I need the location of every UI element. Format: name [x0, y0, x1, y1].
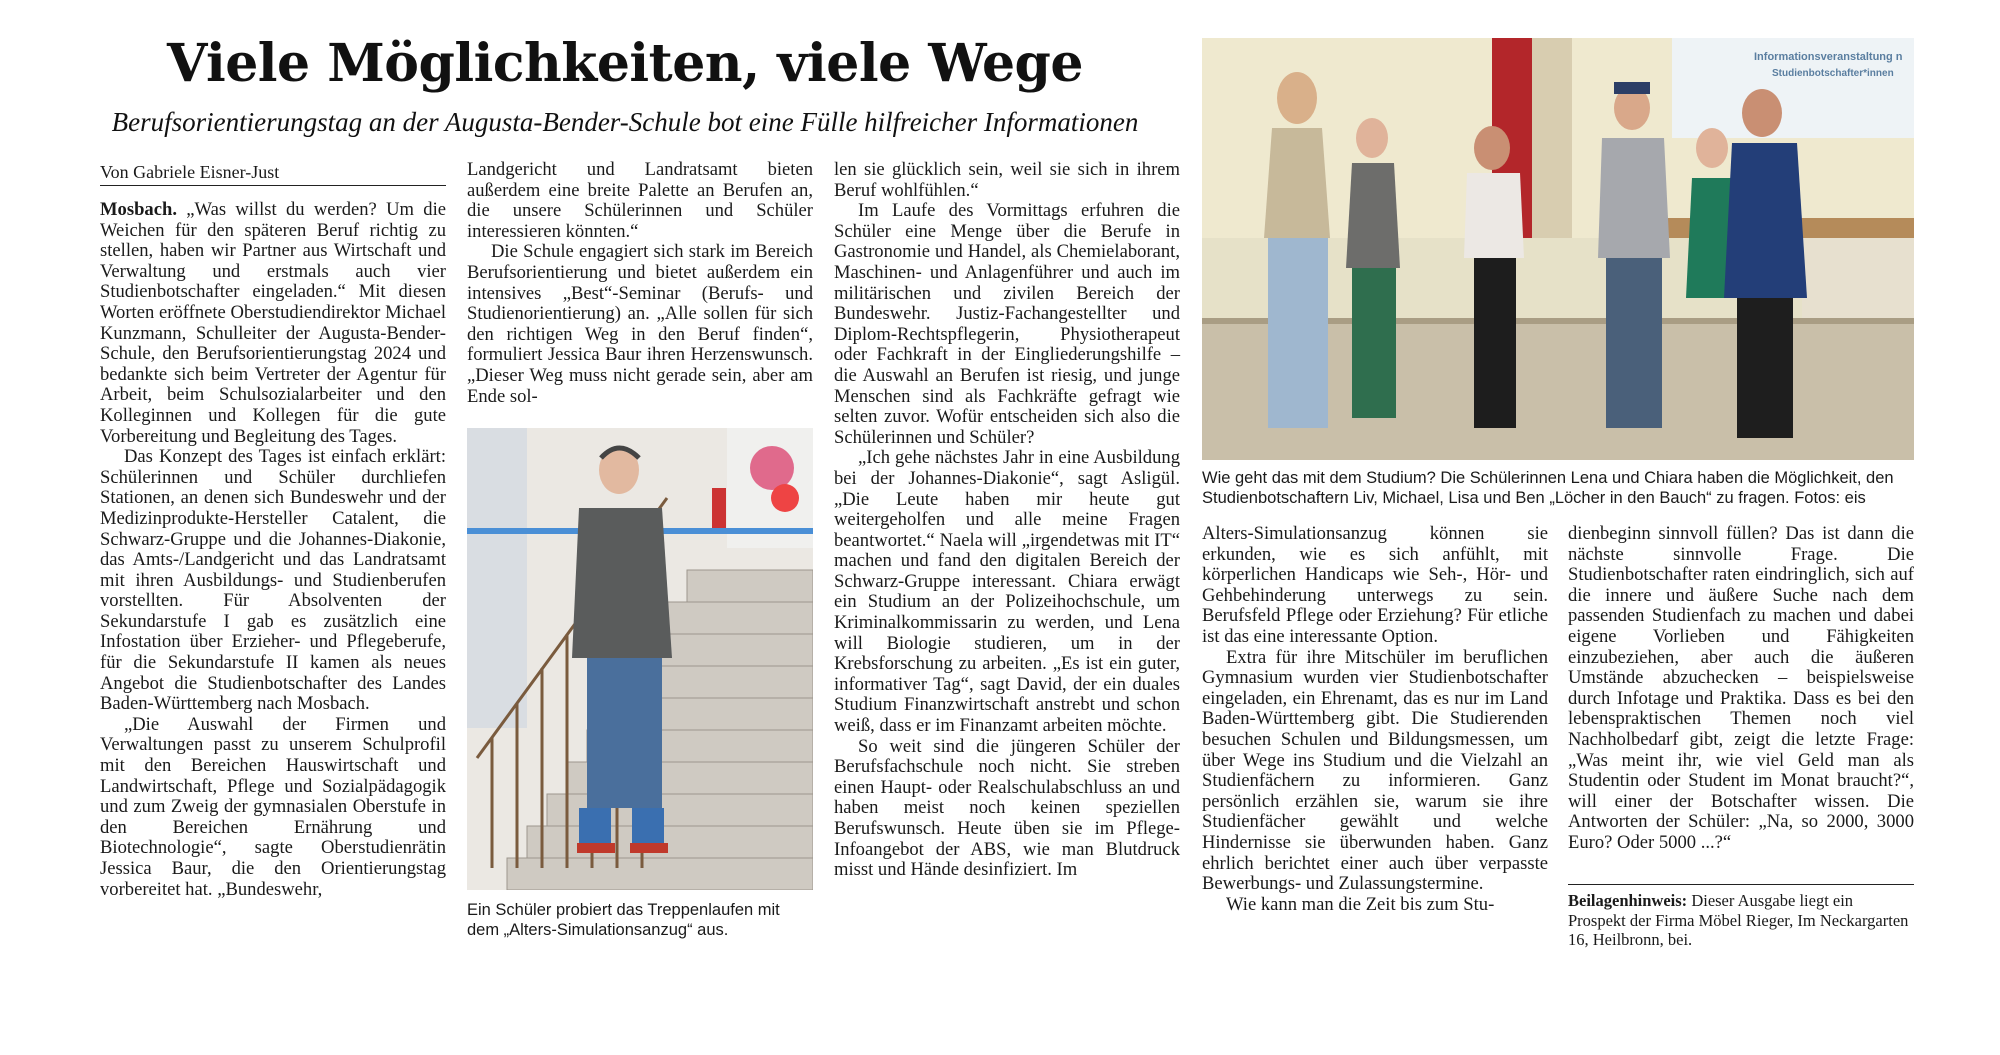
paragraph: „Die Auswahl der Firmen und Verwaltungen passt zu unserem Schulprofil mit den Bereichen Hauswirtschaft und Landwirtschaft, Pflege und Sozialpädagogik und zum Zweig der gymnasialen Oberstufe in den Bereichen Ernährung und Biotechnologie“, sagte Oberstudienrätin Jessica Baur, die den Orientierungstag vorbereitet hat. „Bundeswehr, [100, 713, 446, 900]
photo-stairs [467, 428, 813, 890]
text-column-4 [1202, 524, 1548, 915]
caption-group: Wie geht das mit dem Studium? Die Schülerinnen Lena und Chiara haben die Möglichkeit, den Studienbotschaftern Liv, Michael, Lisa und Ben „Löcher in den Bauch“ zu fragen. Fotos: eis [1202, 469, 1894, 507]
paragraph: „Ich gehe nächstes Jahr in eine Ausbildung bei der Johannes-Diakonie“, sagt Asligül. „Die Leute haben mir heute gut weitergeholfen und alle meine Fragen beantwortet.“ Naela will „irgendetwas mit IT“ machen und fand den digitalen Bereich der Schwarz-Gruppe interessant. Chiara erwägt ein Studium an der Polizeihochschule, um Kriminalkommissarin zu werden, und Lena will Biologie studieren, um in der Krebsforschung zu arbeiten. „Es ist ein guter, informativer Tag“, sagt David, der ein duales Studium Finanzwirtschaft anstrebt und schon weiß, dass er im Finanzamt arbeiten möchte. [834, 447, 1180, 737]
text-column-1 [100, 200, 446, 900]
paragraph: „Was willst du werden? Um die Weichen für den späteren Beruf richtig zu stellen, haben wir Partner aus Wirtschaft und Verwaltung und erstmals auch vier Studienbotschafter eingeladen.“ Mit diesen Worten eröffnete Oberstudiendirektor Michael Kunzmann, Schulleiter der Augusta-Bender-Schule, den Berufsorientierungstag 2024 und bedankte sich beim Vertreter der Agentur für Arbeit, beim Schulsozialarbeiter und den Kolleginnen und Kollegen für die gute Vorbereitung und Begleitung des Tages. [100, 199, 446, 447]
paragraph: Die Schule engagiert sich stark im Bereich Berufsorientierung und bietet außerdem ein intensives „Best“-Seminar (Berufs- und Studienorientierung) an. „Alle sollen für sich den richtigen Weg in den Beruf finden“, formuliert Jessica Baur ihren Herzenswunsch. „Dieser Weg muss nicht gerade sein, aber am Ende sol- [467, 241, 813, 407]
paragraph: Alters-Simulationsanzug können sie erkunden, wie es sich anfühlt, mit körperlichen Handicaps wie Seh-, Hör- und Gehbehinderung unterwegs zu sein. Berufsfeld Pflege oder Erziehung? Für etliche ist das eine interessante Option. [1202, 523, 1548, 647]
byline: Von Gabriele Eisner-Just [100, 160, 446, 186]
projection-line-1: Informationsveranstaltung n [1754, 51, 1903, 63]
group-photo-illustration [1202, 38, 1914, 460]
stairs-photo-illustration [467, 428, 813, 890]
paragraph: len sie glücklich sein, weil sie sich in ihrem Beruf wohlfühlen.“ [834, 159, 1180, 201]
paragraph: Extra für ihre Mitschüler im beruflichen Gymnasium wurden vier Studienbotschafter eingeladen, ein Ehrenamt, das es nur im Land Baden-Württemberg gibt. Die Studierenden besuchen Schulen und Bildungsmessen, um über Wege ins Studium und die Vielzahl an Studienfächern zu informieren. Ganz persönlich erzählen sie, warum sie ihre Studienfächer gewählt und welche Hindernisse sie überwunden haben. Ganz ehrlich berichtet einer auch über verpasste Bewerbungs- und Zulassungstermine. [1202, 646, 1548, 895]
text-column-5 [1568, 524, 1914, 854]
paragraph: So weit sind die jüngeren Schüler der Berufsfachschule noch nicht. Sie streben einen Haupt- oder Realschulabschluss an und haben meist noch keinen speziellen Berufswunsch. Heute üben sie im Pflege-Infoangebot der ABS, wie man Blutdruck misst und Hände desinfiziert. Im [834, 735, 1180, 881]
article-subheadline: Berufsorientierungstag an der Augusta-Bender-Schule bot eine Fülle hilfreicher Informationen [111, 107, 1139, 137]
supplement-notice [1568, 884, 1914, 950]
paragraph: dienbeginn sinnvoll füllen? Das ist dann die nächste sinnvolle Frage. Die Studienbotschafter raten eindringlich, sich auf die innere und äußere Suche nach dem passenden Studienfach zu machen und dabei eigene Vorlieben und Fähigkeiten einzubeziehen, aber auch die äußeren Umstände abzuchecken – beispielsweise durch Infotage und Praktika. Dass es bei den lebenspraktischen Themen noch viel Nachholbedarf gibt, zeigt die letzte Frage: „Was meint ihr, wie viel Geld man als Studentin oder Student im Monat braucht?“, will einer der Botschafter wissen. Die Antworten der Schüler: „Na, so 2000, 3000 Euro? Oder 5000 ...?“ [1568, 523, 1914, 853]
supplement-notice-label: Beilagenhinweis: [1568, 891, 1688, 910]
text-column-2 [467, 160, 813, 407]
paragraph: Das Konzept des Tages ist einfach erklärt: Schülerinnen und Schüler durchliefen Stationen, an denen sich Bundeswehr und der Medizinprodukte-Hersteller Catalent, die Schwarz-Gruppe und die Johannes-Diakonie, das Amts-/Landgericht und das Landratsamt mit ihren Ausbildungs- und Studienberufen vorstellten. Für Absolventen der Sekundarstufe I gab es zusätzlich eine Infostation über Erzieher- und Pflegeberufe, für die Sekundarstufe II kamen als neues Angebot die Studienbotschafter des Landes Baden-Württemberg nach Mosbach. [100, 446, 446, 715]
paragraph: Landgericht und Landratsamt bieten außerdem eine breite Palette an Berufen an, die unsere Schülerinnen und Schüler interessieren könnten.“ [467, 159, 813, 242]
dateline: Mosbach. [100, 199, 177, 220]
paragraph: Wie kann man die Zeit bis zum Stu- [1226, 893, 1495, 915]
projection-line-2: Studienbotschafter*innen [1772, 68, 1894, 79]
text-column-3 [834, 160, 1180, 881]
caption-stairs: Ein Schüler probiert das Treppenlaufen mit dem „Alters-Simulationsanzug“ aus. [467, 901, 780, 939]
article-headline: Viele Möglichkeiten, viele Wege [167, 33, 1083, 94]
photo-group [1202, 38, 1914, 460]
supplement-notice-text: Dieser Ausgabe liegt ein Prospekt der Firma Möbel Rieger, Im Neckargarten 16, Heilbronn, bei. [1568, 891, 1909, 949]
paragraph: Im Laufe des Vormittags erfuhren die Schüler eine Menge über die Berufe in Gastronomie und Handel, als Chemielaborant, Maschinen- und Anlagenführer und auch im militärischen und zivilen Bereich der Bundeswehr. Justiz-Fachangestellter und Diplom-Rechtspflegerin, Physiotherapeut oder Fachkraft in der Eingliederungshilfe – die Auswahl an Berufen ist riesig, und junge Menschen sind als Fachkräfte gefragt wie selten zuvor. Wofür entscheiden sich also die Schülerinnen und Schüler? [834, 200, 1180, 448]
